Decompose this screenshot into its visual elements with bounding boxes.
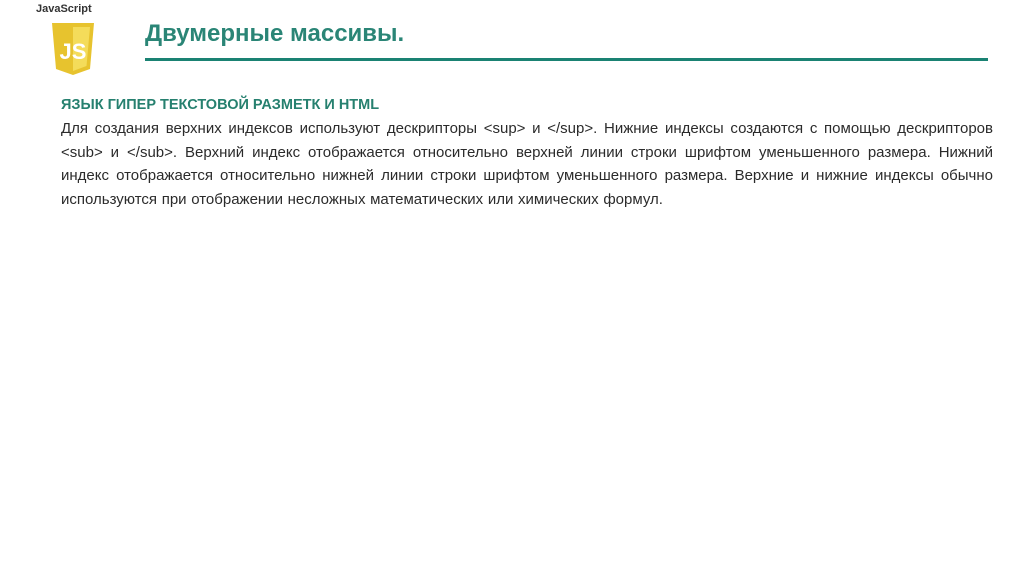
body-paragraph: Для создания верхних индексов используют дескрипторы <sup> и </sup>. Нижние индексы создаются с помощью дескрипторов <sub> и </sub>. Верхний индекс отображается относительно верхней линии строки шрифтом уменьшенного размера. Нижний индекс отображается относительно нижней линии строки шрифтом уменьшенного размера. Верхние и нижние индексы обычно используются при отображении несложных математических или химических формул. — [61, 120, 993, 208]
javascript-logo — [36, 3, 116, 77]
page-title: Двумерные массивы. — [145, 20, 405, 47]
content-block — [61, 95, 993, 211]
javascript-shield-icon — [50, 21, 96, 77]
logo-glyph: JS — [59, 39, 87, 64]
logo-label: JavaScript — [36, 3, 92, 15]
section-heading: ЯЗЫК ГИПЕР ТЕКСТОВОЙ РАЗМЕТК И HTML — [61, 97, 380, 113]
title-divider — [145, 58, 988, 61]
